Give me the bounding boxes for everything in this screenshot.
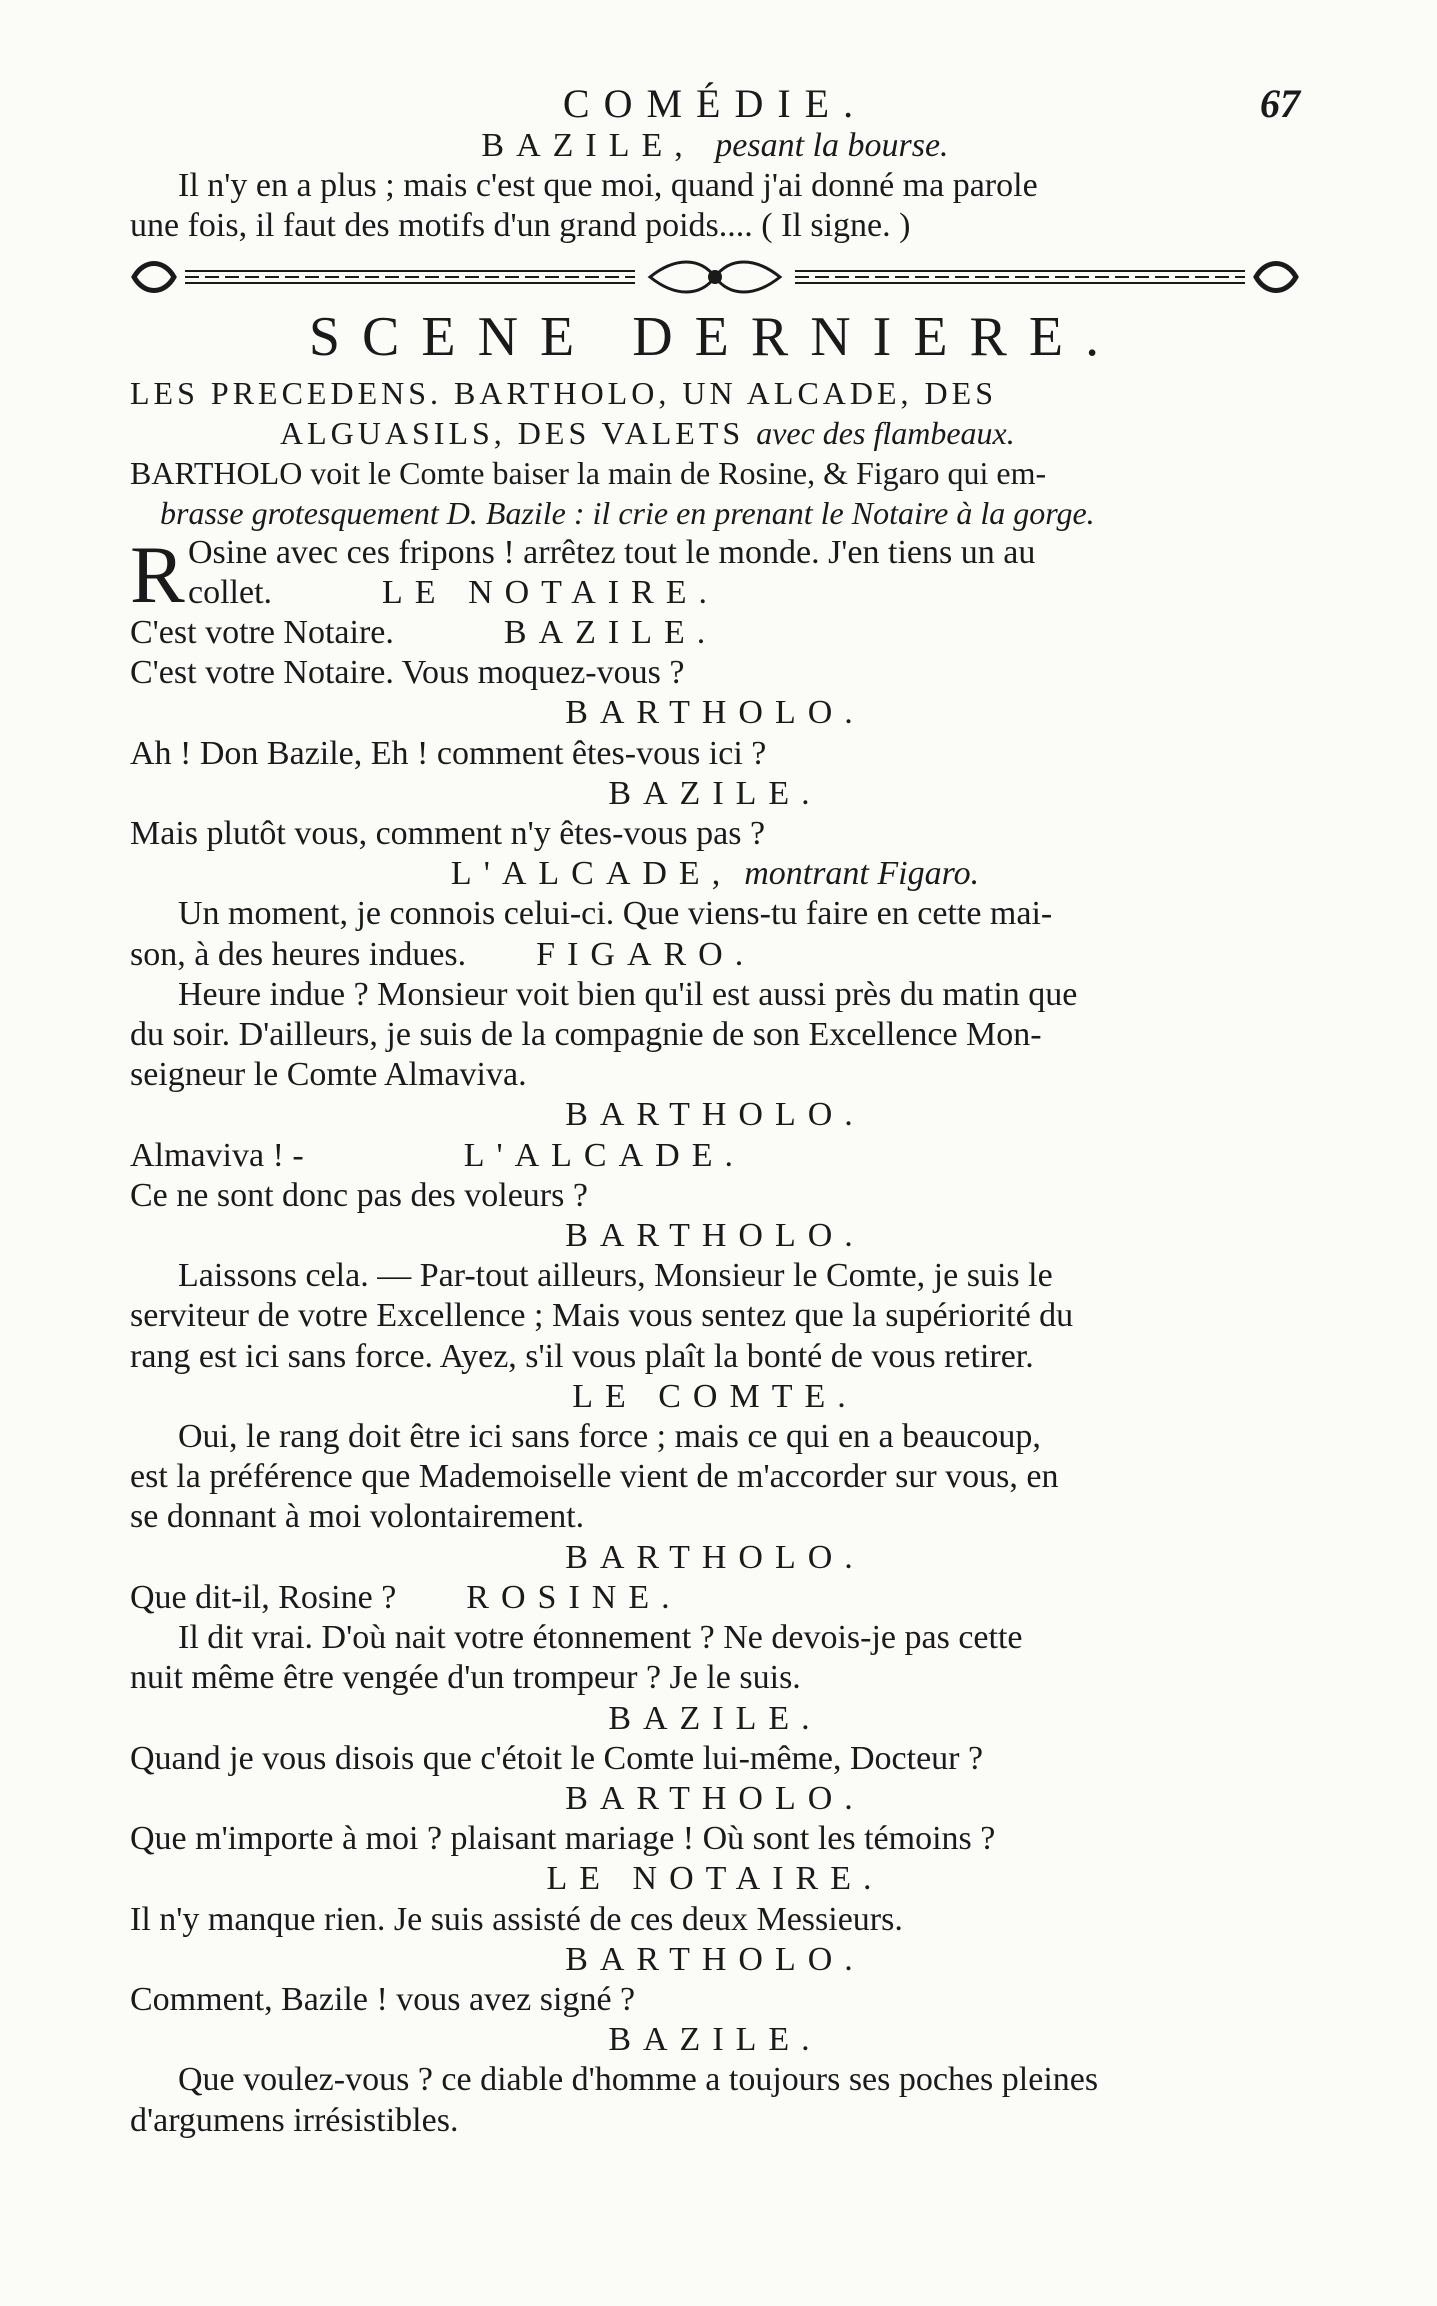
- ornament-divider: [130, 255, 1300, 299]
- speaker-heading: L'ALCADE.: [463, 1136, 745, 1174]
- running-title: COMÉDIE.: [562, 81, 868, 126]
- dialogue-line: Il n'y en a plus ; mais c'est que moi, quand j'ai donné ma parole: [178, 167, 1038, 205]
- dialogue-line: serviteur de votre Excellence ; Mais vous sentez que la supériorité du: [130, 1297, 1074, 1335]
- dialogue-line: est la préférence que Mademoiselle vient de m'accorder sur vous, en: [130, 1458, 1059, 1496]
- stage-direction: pesant la bourse.: [715, 127, 949, 164]
- speaker-heading: LE COMTE.: [572, 1377, 858, 1415]
- stage-direction-line: brasse grotesquement D. Bazile : il crie en prenant le Notaire à la gorge.: [160, 494, 1095, 531]
- dialogue-line: Que dit-il, Rosine ? ROSINE.: [130, 1578, 1300, 1618]
- speaker-heading: LE NOTAIRE.: [546, 1860, 884, 1898]
- dialogue-line: d'argumens irrésistibles.: [130, 2101, 459, 2139]
- dialogue-line: Il n'y manque rien. Je suis assisté de ces deux Messieurs.: [130, 1900, 903, 1938]
- dialogue-line: Laissons cela. — Par-tout ailleurs, Monsieur le Comte, je suis le: [178, 1257, 1053, 1295]
- dialogue-line: Quand je vous disois que c'étoit le Comte lui-même, Docteur ?: [130, 1739, 984, 1777]
- cast-list-line: ALGUASILS, DES VALETS avec des flambeaux.: [280, 414, 1015, 451]
- dialogue-line: Almaviva ! - L'ALCADE.: [130, 1136, 1300, 1176]
- speaker-heading: L'ALCADE, montrant Figaro.: [450, 855, 980, 893]
- dialogue-line: Ah ! Don Bazile, Eh ! comment êtes-vous ici ?: [130, 734, 767, 772]
- dialogue-line: Que voulez-vous ? ce diable d'homme a toujours ses poches pleines: [178, 2061, 1099, 2099]
- speaker-heading: BARTHOLO.: [565, 1096, 865, 1134]
- dialogue-line: Mais plutôt vous, comment n'y êtes-vous pas ?: [130, 815, 766, 853]
- dialogue-line: Comment, Bazile ! vous avez signé ?: [130, 1980, 636, 2018]
- speaker-heading: FIGARO.: [536, 935, 756, 973]
- book-page: [130, 80, 1300, 2141]
- scene-title: SCENE DERNIERE.: [308, 305, 1122, 368]
- dialogue-line: Que m'importe à moi ? plaisant mariage ! Où sont les témoins ?: [130, 1820, 996, 1858]
- dialogue-line: nuit même être vengée d'un trompeur ? Je le suis.: [130, 1659, 801, 1697]
- dialogue-line: Heure indue ? Monsieur voit bien qu'il est aussi près du matin que: [178, 975, 1078, 1013]
- speaker-heading: BARTHOLO.: [565, 1940, 865, 1978]
- stage-direction: montrant Figaro.: [744, 855, 980, 893]
- drop-cap-letter: R: [130, 528, 185, 620]
- speaker-heading: BAZILE.: [608, 1699, 822, 1737]
- speaker-heading: BAZILE.: [503, 614, 718, 652]
- speaker-heading: BARTHOLO.: [565, 1779, 865, 1817]
- speaker-heading: BAZILE, pesant la bourse.: [481, 127, 949, 164]
- cast-list-line: LES PRECEDENS. BARTHOLO, UN ALCADE, DES: [130, 374, 997, 411]
- dialogue-body: [130, 693, 1300, 2140]
- speaker-heading: BAZILE.: [608, 774, 822, 812]
- dialogue-line: se donnant à moi volontairement.: [130, 1498, 585, 1536]
- page-number: 67: [1260, 81, 1300, 126]
- dialogue-line: rang est ici sans force. Ayez, s'il vous plaît la bonté de vous retirer.: [130, 1337, 1034, 1375]
- speaker-heading: BARTHOLO.: [565, 694, 865, 732]
- dialogue-line: C'est votre Notaire. Vous moquez-vous ?: [130, 654, 685, 692]
- dialogue-line: Il dit vrai. D'où nait votre étonnement ? Ne devois-je pas cette: [178, 1619, 1023, 1657]
- dialogue-line: du soir. D'ailleurs, je suis de la compagnie de son Excellence Mon-: [130, 1016, 1042, 1054]
- speaker-heading: LE NOTAIRE.: [382, 573, 720, 611]
- stage-direction-line: BARTHOLO voit le Comte baiser la main de Rosine, & Figaro qui em-: [130, 454, 1047, 491]
- dialogue-line: Oui, le rang doit être ici sans force ; mais ce qui en a beaucoup,: [178, 1418, 1041, 1456]
- dialogue-line: seigneur le Comte Almaviva.: [130, 1056, 527, 1094]
- speaker-heading: ROSINE.: [466, 1578, 682, 1616]
- dialogue-line: son, à des heures indues. FIGARO.: [130, 935, 1300, 975]
- speaker-heading: BARTHOLO.: [565, 1217, 865, 1255]
- dialogue-line: C'est votre Notaire. BAZILE.: [130, 613, 1300, 653]
- stage-direction: avec des flambeaux.: [756, 414, 1015, 451]
- dialogue-line: Ce ne sont donc pas des voleurs ?: [130, 1176, 588, 1214]
- running-head: [130, 80, 1300, 126]
- speaker-heading: BAZILE.: [608, 2021, 822, 2059]
- dialogue-line: Un moment, je connois celui-ci. Que viens-tu faire en cette mai-: [178, 895, 1053, 933]
- dropcap-paragraph: R Osine avec ces fripons ! arrêtez tout le monde. J'en tiens un au collet. LE NOTAIRE.: [130, 528, 1036, 620]
- dialogue-line: une fois, il faut des motifs d'un grand poids.... ( Il signe. ): [130, 207, 911, 245]
- speaker-heading: BARTHOLO.: [565, 1538, 865, 1576]
